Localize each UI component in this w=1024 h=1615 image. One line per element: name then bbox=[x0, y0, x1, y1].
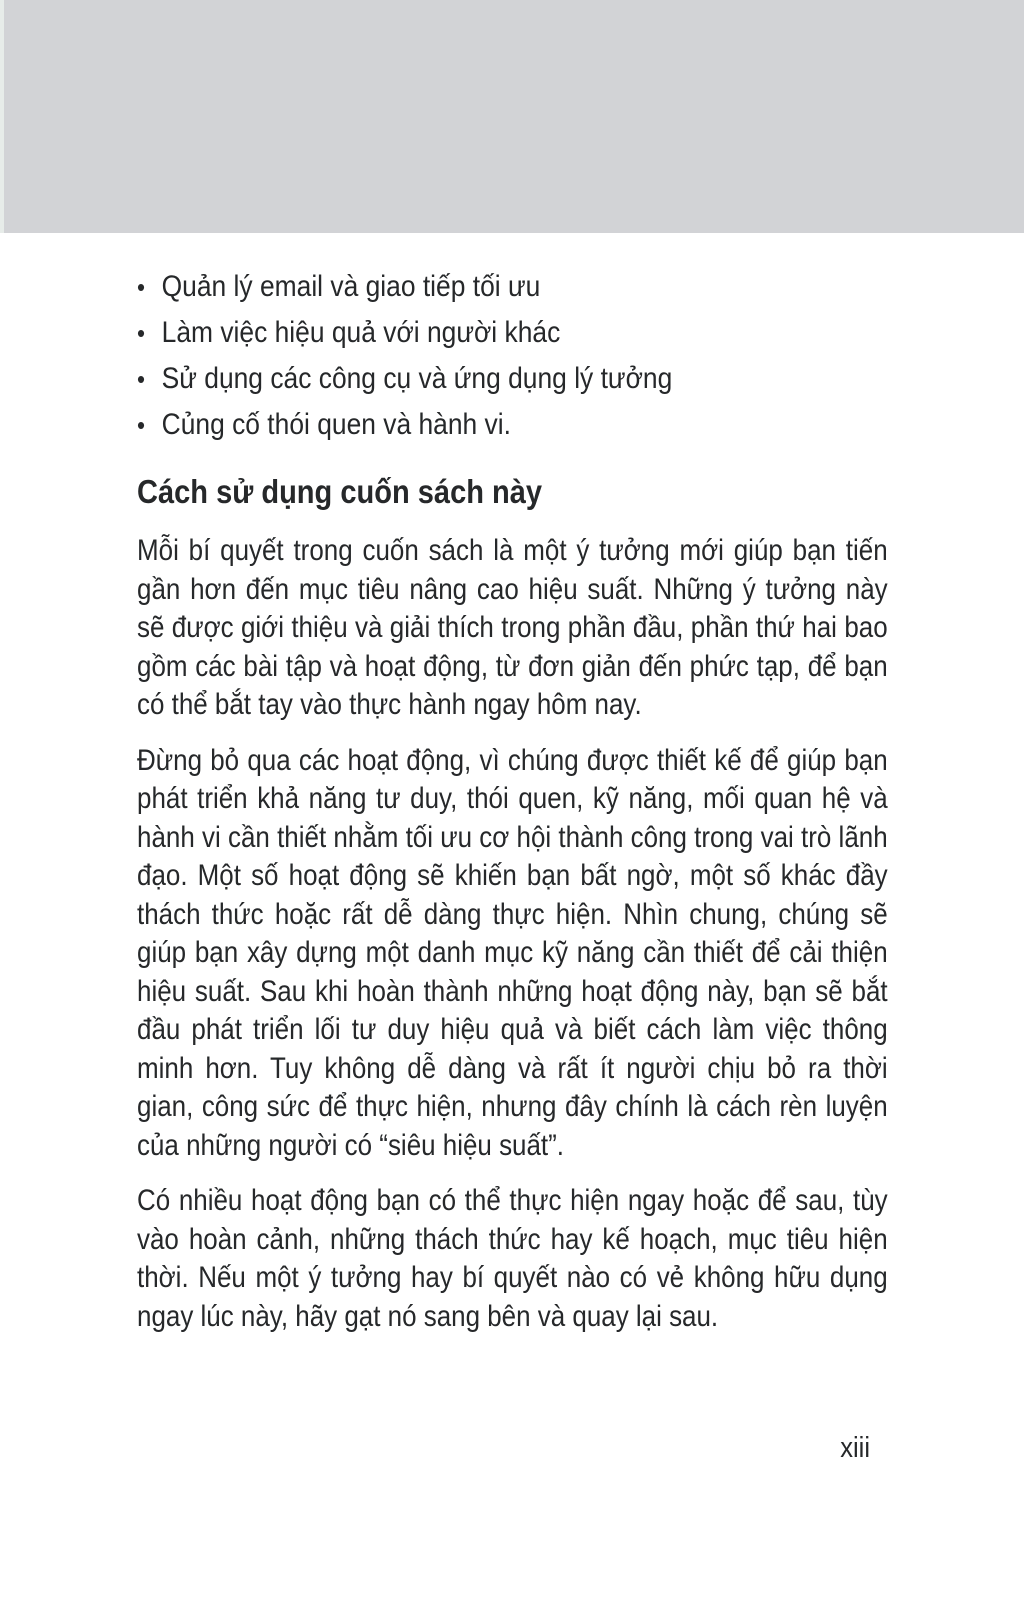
bullet-list bbox=[137, 264, 888, 448]
list-item bbox=[137, 356, 888, 402]
bullet-item-text: Làm việc hiệu quả với người khác bbox=[161, 316, 561, 349]
page-content bbox=[137, 233, 888, 1467]
header-band bbox=[0, 0, 1024, 233]
paragraph: Có nhiều hoạt động bạn có thể thực hiện ngay hoặc để sau, tùy vào hoàn cảnh, những thách thức hay kế hoạch, mục tiêu hiện thời. Nếu một ý tưởng hay bí quyết nào có vẻ không hữu dụng ngay lúc này, hãy gạt nó sang bên và quay lại sau. bbox=[137, 1184, 888, 1333]
paragraph: Đừng bỏ qua các hoạt động, vì chúng được thiết kế để giúp bạn phát triển khả năng tư duy, thói quen, kỹ năng, mối quan hệ và hành vi cần thiết nhằm tối ưu cơ hội thành công trong vai trò lãnh đạo. Một số hoạt động sẽ khiến bạn bất ngờ, một số khác đầy thách thức hoặc rất dễ dàng thực hiện. Nhìn chung, chúng sẽ giúp bạn xây dựng một danh mục kỹ năng cần thiết để cải thiện hiệu suất. Sau khi hoàn thành những hoạt động này, bạn sẽ bắt đầu phát triển lối tư duy hiệu quả và biết cách làm việc thông minh hơn. Tuy không dễ dàng và rất ít người chịu bỏ ra thời gian, công sức để thực hiện, nhưng đây chính là cách rèn luyện của những người có “siêu hiệu suất”. bbox=[137, 743, 888, 1162]
section-heading: Cách sử dụng cuốn sách này bbox=[137, 473, 543, 510]
bullet-item-text: Sử dụng các công cụ và ứng dụng lý tưởng bbox=[161, 362, 673, 395]
page-number: xiii bbox=[840, 1432, 871, 1464]
bullet-icon: • bbox=[137, 272, 146, 302]
bullet-icon: • bbox=[137, 318, 146, 348]
bullet-item-text: Củng cố thói quen và hành vi. bbox=[161, 408, 511, 441]
bullet-icon: • bbox=[137, 410, 146, 440]
list-item bbox=[137, 402, 888, 448]
paragraph: Mỗi bí quyết trong cuốn sách là một ý tưởng mới giúp bạn tiến gần hơn đến mục tiêu nâng cao hiệu suất. Những ý tưởng này sẽ được giới thiệu và giải thích trong phần đầu, phần thứ hai bao gồm các bài tập và hoạt động, từ đơn giản đến phức tạp, để bạn có thể bắt tay vào thực hành ngay hôm nay. bbox=[137, 534, 888, 721]
list-item bbox=[137, 264, 888, 310]
list-item bbox=[137, 310, 888, 356]
bullet-item-text: Quản lý email và giao tiếp tối ưu bbox=[161, 270, 541, 303]
bullet-icon: • bbox=[137, 364, 146, 394]
